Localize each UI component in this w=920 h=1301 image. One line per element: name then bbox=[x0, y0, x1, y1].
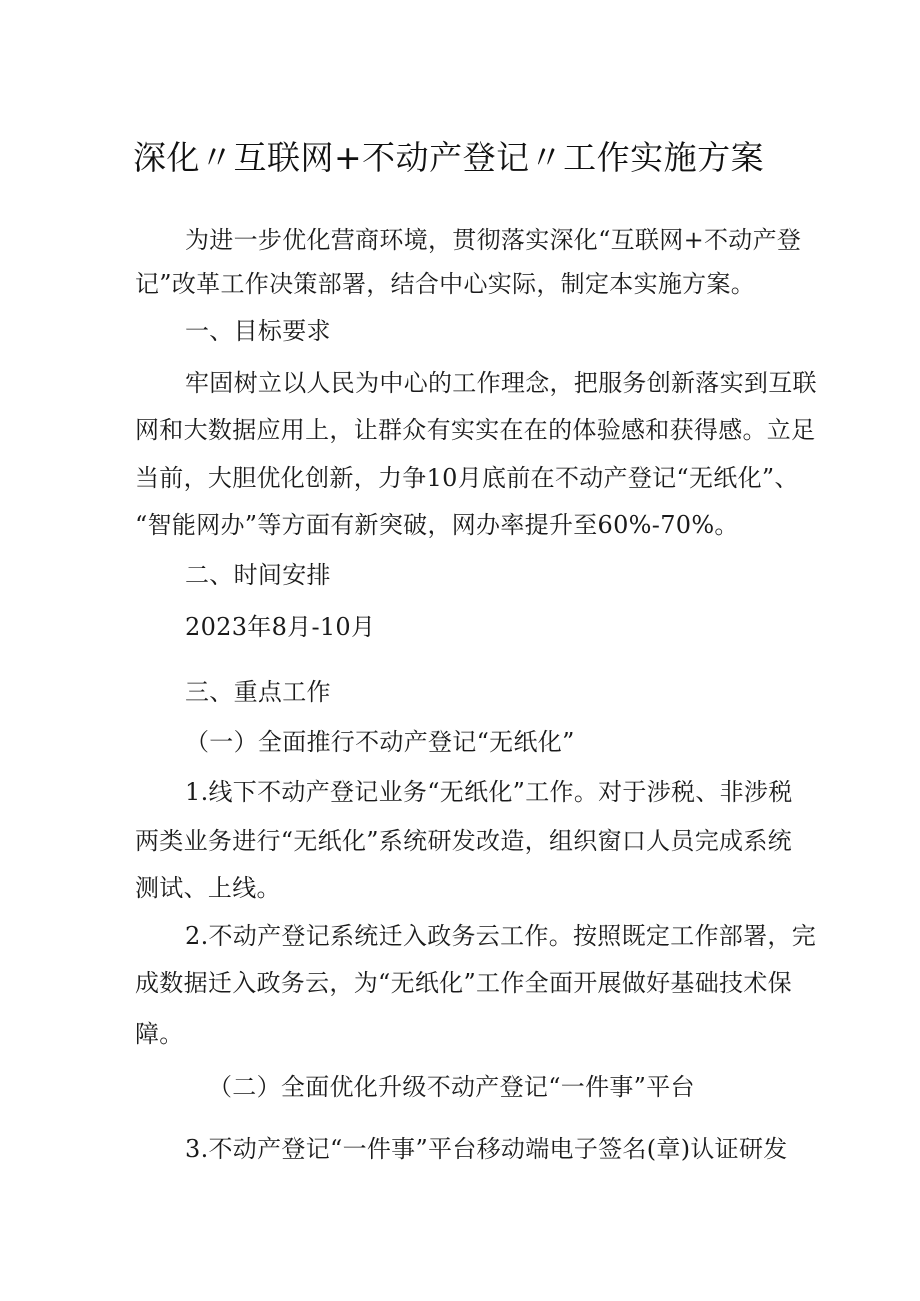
intro-line-2: 记”改革工作决策部署，结合中心实际，制定本实施方案。 bbox=[135, 270, 756, 298]
section1-line-3: 当前，大胆优化创新，力争10月底前在不动产登记“无纸化”、 bbox=[135, 464, 799, 492]
item3-line-1: 3.不动产登记“一件事”平台移动端电子签名(章)认证研发 bbox=[185, 1135, 788, 1163]
item1-line-3: 测试、上线。 bbox=[135, 874, 281, 902]
section1-line-1: 牢固树立以人民为中心的工作理念，把服务创新落实到互联 bbox=[185, 369, 817, 397]
intro-line-1: 为进一步优化营商环境，贯彻落实深化“互联网+不动产登 bbox=[185, 226, 802, 254]
item1-line-2: 两类业务进行“无纸化”系统研发改造，组织窗口人员完成系统 bbox=[135, 827, 792, 855]
section3-sub2-heading: （二）全面优化升级不动产登记“一件事”平台 bbox=[208, 1073, 695, 1101]
section1-line-2: 网和大数据应用上，让群众有实实在在的体验感和获得感。立足 bbox=[135, 416, 816, 444]
section2-heading: 二、时间安排 bbox=[185, 561, 331, 589]
item2-line-1: 2.不动产登记系统迁入政务云工作。按照既定工作部署，完 bbox=[185, 922, 816, 950]
section1-line-4: “智能网办”等方面有新突破，网办率提升至60%-70%。 bbox=[135, 511, 739, 539]
item2-line-3: 障。 bbox=[135, 1020, 184, 1048]
item2-line-2: 成数据迁入政务云，为“无纸化”工作全面开展做好基础技术保 bbox=[135, 969, 792, 997]
document-title: 深化〃互联网+不动产登记〃工作实施方案 bbox=[133, 138, 765, 177]
section3-sub1-heading: （一）全面推行不动产登记“无纸化” bbox=[185, 728, 575, 756]
section1-heading: 一、目标要求 bbox=[185, 317, 331, 345]
section2-period: 2023年8月-10月 bbox=[185, 613, 376, 641]
section3-heading: 三、重点工作 bbox=[185, 678, 331, 706]
item1-line-1: 1.线下不动产登记业务“无纸化”工作。对于涉税、非涉税 bbox=[185, 778, 793, 806]
